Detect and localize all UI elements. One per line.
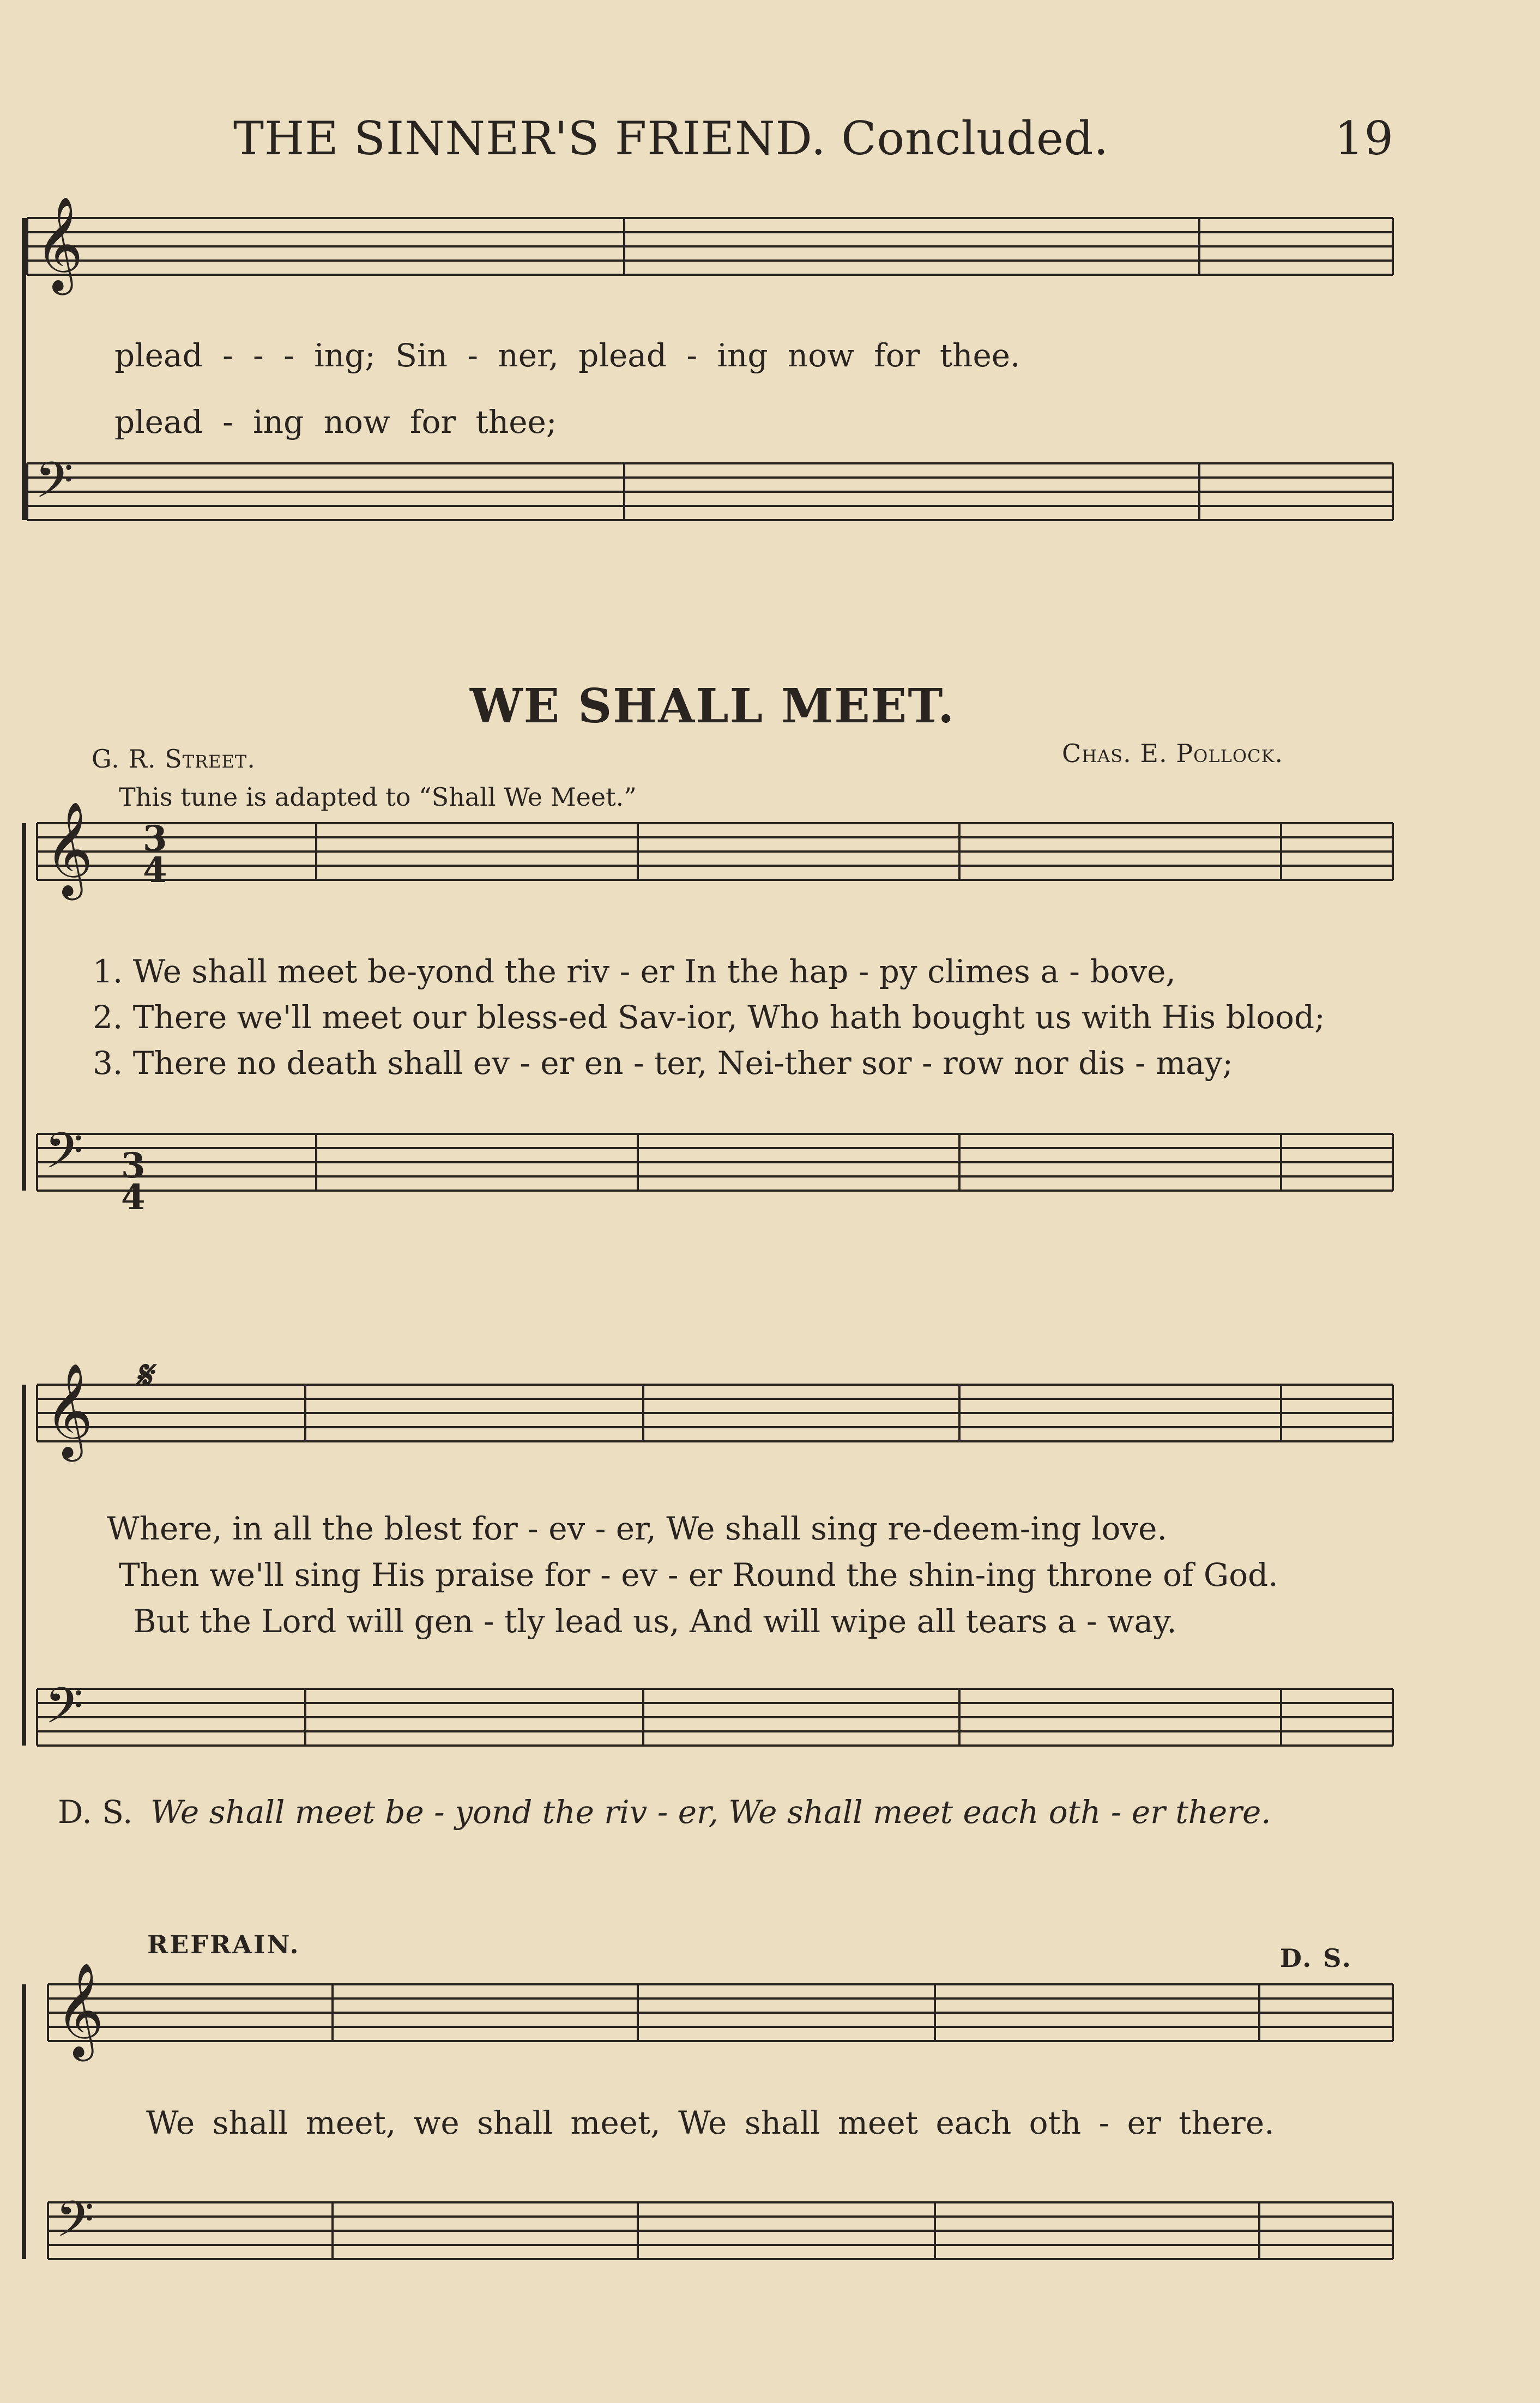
segno-icon: 𝄋: [135, 1352, 152, 1397]
bass-staff: [37, 1677, 1393, 1747]
treble-staff: [48, 1963, 1393, 2062]
hymn-composer: Chas. E. Pollock.: [1062, 739, 1284, 768]
bass-staff: [37, 1122, 1393, 1192]
treble-clef-icon: 𝄞: [45, 801, 93, 896]
hymn-title: WE SHALL MEET.: [470, 679, 956, 734]
bass-clef-icon: 𝄢: [56, 2190, 94, 2260]
refrain-label: REFRAIN.: [147, 1930, 300, 1959]
lyric-line: plead - ing now for thee;: [114, 403, 557, 440]
ds-lyric-line: We shall meet be - yond the riv - er, We shall meet each oth - er there.: [150, 1794, 1271, 1831]
verse-3-line: 3. There no death shall ev - er en - ter, Nei-ther sor - row nor dis - may;: [93, 1044, 1233, 1082]
bass-staff: [27, 451, 1393, 521]
verse-1-line: 1. We shall meet be-yond the riv - er In the hap - py climes a - bove,: [93, 953, 1176, 990]
ds-label: D. S.: [58, 1794, 133, 1831]
treble-staff: [37, 801, 1393, 901]
bass-staff: [48, 2190, 1393, 2260]
treble-clef-icon: 𝄞: [56, 1963, 104, 2057]
treble-clef-icon: 𝄞: [45, 1363, 93, 1458]
treble-time-signature: 3 4: [143, 818, 167, 891]
verse-1-line: Where, in all the blest for - ev - er, We shall sing re-deem-ing love.: [107, 1510, 1167, 1547]
bass-clef-icon: 𝄢: [45, 1122, 83, 1192]
treble-staff: [37, 1363, 1393, 1462]
bass-clef-icon: 𝄢: [45, 1677, 83, 1747]
verse-3-line: But the Lord will gen - tly lead us, And will wipe all tears a - way.: [133, 1603, 1177, 1640]
refrain-lyric-line: We shall meet, we shall meet, We shall meet each oth - er there.: [146, 2104, 1275, 2141]
ds-mark: D. S.: [1280, 1943, 1352, 1973]
bass-clef-icon: 𝄢: [35, 451, 74, 521]
verse-2-line: Then we'll sing His praise for - ev - er Round the shin-ing throne of God.: [119, 1556, 1278, 1593]
adaptation-note: This tune is adapted to “Shall We Meet.”: [119, 782, 637, 812]
page-number: 19: [1334, 112, 1394, 165]
hymn-author: G. R. Street.: [92, 744, 256, 774]
verse-2-line: 2. There we'll meet our bless-ed Sav-ior, Who hath bought us with His blood;: [93, 999, 1325, 1036]
lyric-line: plead - - - ing; Sin - ner, plead - ing now for thee.: [114, 337, 1020, 374]
page-header-title: THE SINNER'S FRIEND. Concluded.: [233, 112, 1109, 165]
treble-staff: [27, 196, 1393, 295]
bass-time-signature: 3 4: [121, 1145, 146, 1218]
treble-clef-icon: 𝄞: [35, 196, 83, 291]
